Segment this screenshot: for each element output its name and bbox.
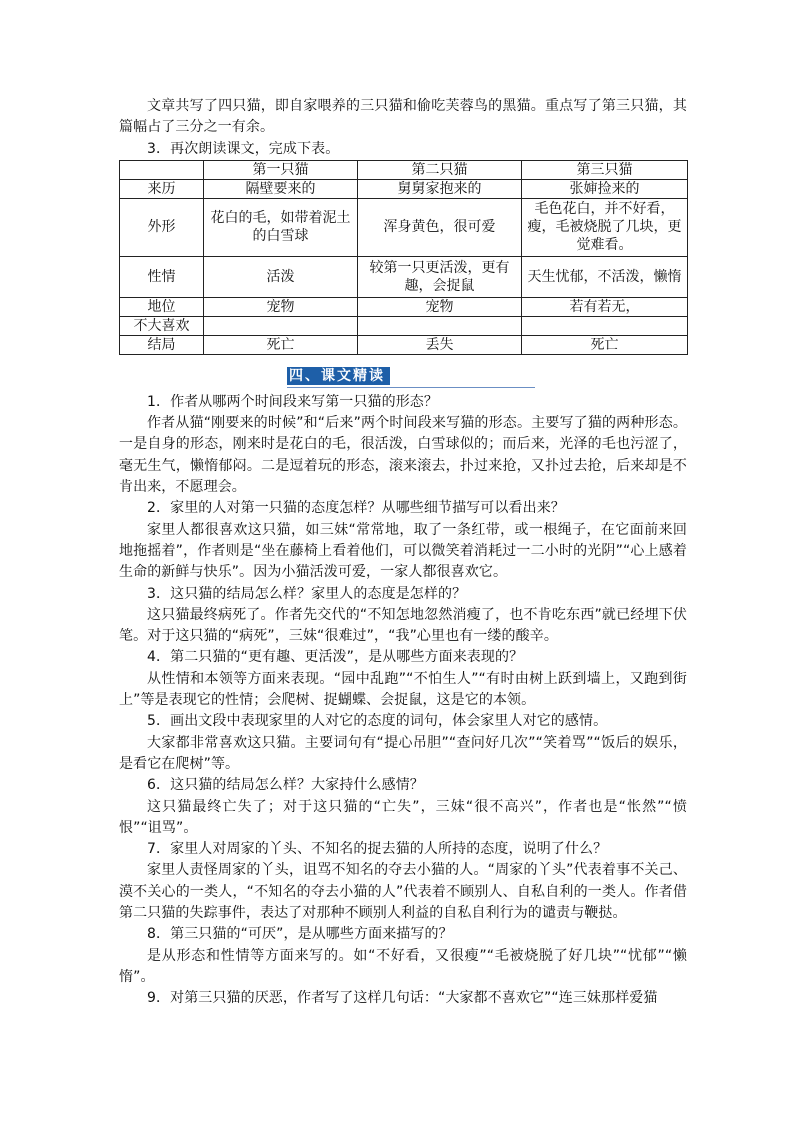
table-header-cell: 第三只猫 [522,160,688,179]
qa-list [119,392,687,1010]
table-cell: 宠物 [204,297,358,316]
question: 6．这只猫的结局怎么样？大家持什么感情？ [147,777,424,794]
question: 8．第三只猫的“可厌”，是从哪些方面来描写的？ [147,926,453,943]
table-row [120,335,688,354]
table-cell: 若有若无， [522,297,688,316]
intro-paragraph: 文章共写了四只猫，即自家喂养的三只猫和偷吃芙蓉鸟的黑猫。重点写了第三只猫，其篇幅占了三分之一有余。 [119,98,687,136]
table-cell: 浑身黄色，很可爱 [358,198,522,256]
table-row [120,198,688,256]
table-cell: 舅舅家抱来的 [358,179,522,198]
table-cell: 毛色花白，并不好看，瘦，毛被烧脱了几块，更觉难看。 [522,198,688,256]
question: 7．家里人对周家的丫头、不知名的捉去猫的人所持的态度，说明了什么？ [147,841,608,858]
table-row [120,297,688,316]
section-heading [119,362,687,392]
comparison-table [119,160,688,355]
question: 4．第二只猫的“更有趣、更活泼”，是从哪些方面来表现的？ [147,649,524,666]
table-cell: 较第一只更活泼，更有趣，会捉鼠 [358,256,522,297]
answer: 家里人都很喜欢这只猫，如三妹“常常地，取了一条红带，或一根绳子，在它面前来回地拖摇着”，作者则是“坐在藤椅上看着他们，可以微笑着消耗过一二小时的光阴”“心上感着生命的新鲜与快乐”。因为小猫活泼可爱，一家人都很喜欢它。 [119,521,687,581]
table-row [120,316,688,335]
answer: 这只猫最终病死了。作者先交代的“不知怎地忽然消瘦了，也不肯吃东西”就已经埋下伏笔。对于这只猫的“病死”，三妹“很难过”，“我”心里也有一缕的酸辛。 [119,606,687,645]
table-row-label: 性情 [120,256,204,297]
page-content [119,96,687,1010]
answer: 从性情和本领等方面来表现。“园中乱跑”“不怕生人”“有时由树上跃到墙上，又跑到街上”等是表现它的性情；会爬树、捉蝴蝶、会捉鼠，这是它的本领。 [119,670,687,709]
table-header-row [120,160,688,179]
table-cell: 死亡 [204,335,358,354]
table-row [120,179,688,198]
answer: 大家都非常喜欢这只猫。主要词句有“提心吊胆”“查问好几次”“笑着骂”“饭后的娱乐，是看它在爬树”等。 [119,734,687,772]
answer: 是从形态和性情等方面来写的。如“不好看，又很瘦”“毛被烧脱了好几块”“忧郁”“懒惰”。 [119,947,687,985]
table-cell [358,316,522,335]
question: 1．作者从哪两个时间段来写第一只猫的形态？ [147,393,439,410]
table-cell: 活泼 [204,256,358,297]
question: 5．画出文段中表现家里的人对它的态度的词句，体会家里人对它的感情。 [147,713,608,730]
question: 3．这只猫的结局怎么样？家里人的态度是怎样的？ [147,585,467,602]
table-cell [522,316,688,335]
question: 9．对第三只猫的厌恶，作者写了这样几句话：“大家都不喜欢它”“连三妹那样爱猫 [147,990,658,1007]
table-row-label: 外形 [120,198,204,256]
answer: 这只猫最终亡失了；对于这只猫的“亡失”，三妹“很不高兴”，作者也是“怅然”“愤恨”“诅骂”。 [119,798,687,836]
heading-underline [287,387,535,388]
table-cell: 张婶捡来的 [522,179,688,198]
answer: 作者从猫“刚要来的时候”和“后来”两个时间段来写猫的形态。主要写了猫的两种形态。一是自身的形态，刚来时是花白的毛，很活泼，白雪球似的；而后来，光泽的毛也污涩了，毫无生气，懒惰郁闷。二是逗着玩的形态，滚来滚去，扑过来抢，又扑过去抢，后来却是不肯出来，不愿理会。 [119,415,687,496]
answer: 家里人责怪周家的丫头，诅骂不知名的夺去小猫的人。“周家的丫头”代表着事不关己、漠不关心的一类人，“不知名的夺去小猫的人”代表着不顾别人、自私自利的一类人。作者借第二只猫的失踪事件，表达了对那种不顾别人利益的自私自利行为的谴责与鞭挞。 [119,862,687,922]
table-row-label: 结局 [120,335,204,354]
table-row-label: 来历 [120,179,204,198]
table-cell: 丢失 [358,335,522,354]
table-cell [204,316,358,335]
task-instruction: 3．再次朗读课文，完成下表。 [147,140,340,157]
table-header-cell [120,160,204,179]
section-heading-label: 四、课文精读 [287,367,390,385]
table-cell: 宠物 [358,297,522,316]
table-header-cell: 第二只猫 [358,160,522,179]
table-cell: 花白的毛，如带着泥土的白雪球 [204,198,358,256]
table-header-cell: 第一只猫 [204,160,358,179]
table-row-label: 地位 [120,297,204,316]
table-cell: 隔壁要来的 [204,179,358,198]
table-cell: 天生忧郁，不活泼，懒惰 [522,256,688,297]
table-row-label: 不大喜欢 [120,316,204,335]
table-row [120,256,688,297]
table-cell: 死亡 [522,335,688,354]
question: 2．家里的人对第一只猫的态度怎样？从哪些细节描写可以看出来？ [147,500,565,517]
